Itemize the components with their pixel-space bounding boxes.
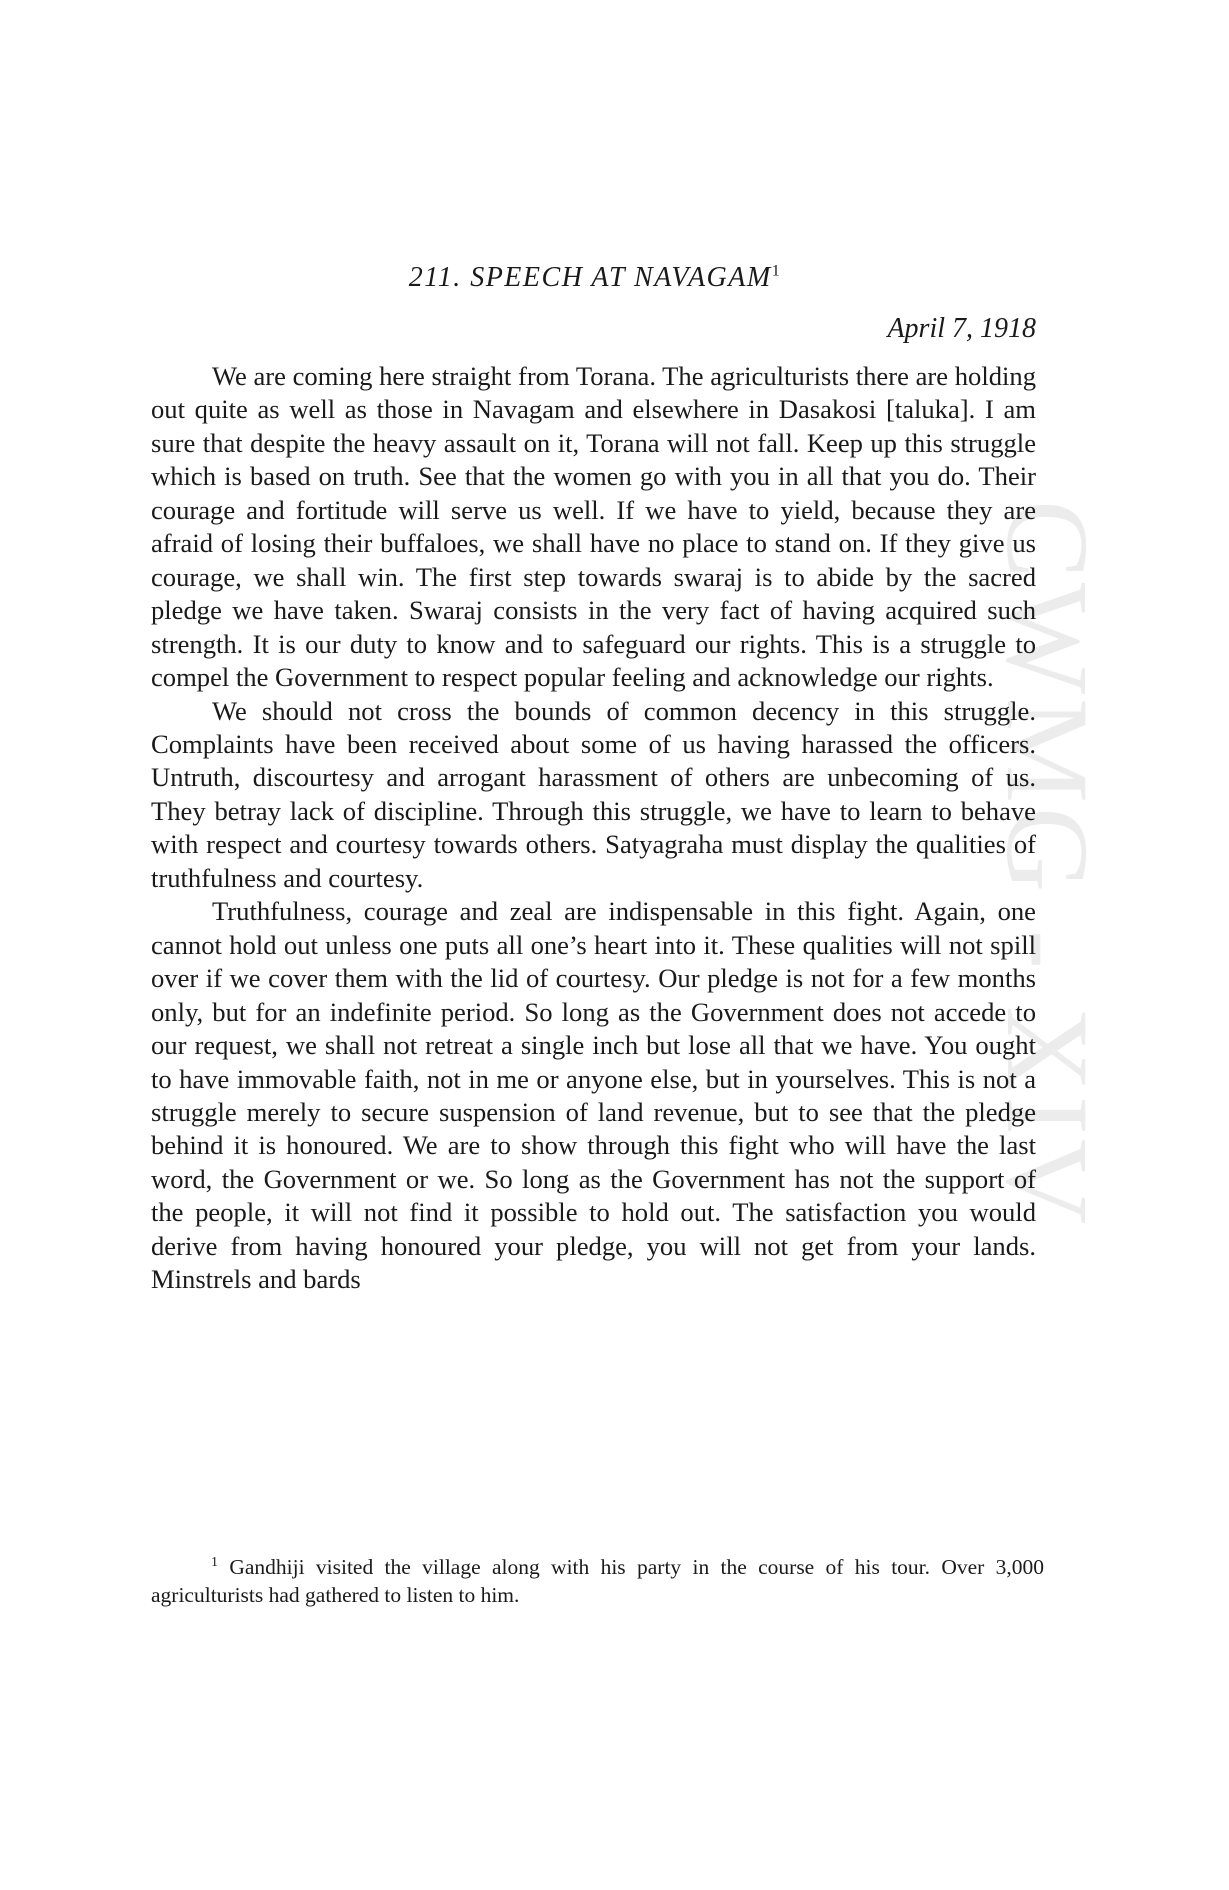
speech-date: April 7, 1918 <box>887 313 1036 344</box>
watermark-text: CWMG - XIV <box>982 500 1113 1229</box>
footnotes <box>151 1549 1044 1609</box>
paragraph-2: We should not cross the bounds of common decency in this struggle. Complaints have been received about some of us having harassed the officers. Untruth, discourtesy and arrogant harassment of others are unbecoming of us. They betray lack of discipline. Through this struggle, we have to learn to behave with respect and courtesy towards others. Satyagraha must display the qualities of truthfulness and courtesy. <box>151 695 1036 893</box>
footnote-text: Gandhiji visited the village along with his party in the course of his tour. Over 3,000 agriculturists had gathered to listen to him. <box>151 1555 1045 1608</box>
title-footnote-mark: 1 <box>771 262 782 280</box>
paragraph-1: We are coming here straight from Torana. The agriculturists there are holding out quite as well as those in Navagam and elsewhere in Dasakosi [taluka]. I am sure that despite the heavy assault on it, Torana will not fall. Keep up this struggle which is based on truth. See that the women go with you in all that you do. Their courage and fortitude will serve us well. If we have to yield, because they are afraid of losing their buffaloes, we shall have no place to stand on. If they give us courage, we shall win. The first step towards swaraj is to abide by the sacred pledge we have taken. Swaraj consists in the very fact of having acquired such strength. It is our duty to know and to safeguard our rights. This is a struggle to compel the Government to respect popular feeling and acknowledge our rights. <box>151 361 1036 693</box>
section-title-text: 211. SPEECH AT NAVAGAM <box>408 262 772 293</box>
body-text <box>151 360 1036 1297</box>
section-title <box>150 262 1040 294</box>
footnote-mark: 1 <box>211 1555 218 1570</box>
footnote-1 <box>151 1549 1044 1609</box>
paragraph-3: Truthfulness, courage and zeal are indispensable in this fight. Again, one cannot hold out unless one puts all one’s heart into it. These qualities will not spill over if we cover them with the lid of courtesy. Our pledge is not for a few months only, but for an indefinite period. So long as the Government does not accede to our request, we shall not retreat a single inch but lose all that we have. You ought to have immovable faith, not in me or anyone else, but in yourselves. This is not a struggle merely to secure suspension of land revenue, but to see that the pledge behind it is honoured. We are to show through this fight who will have the last word, the Government or we. So long as the Government has not the support of the people, it will not find it possible to hold out. The satisfaction you would derive from having honoured your pledge, you will not get from your lands. Minstrels and bards <box>151 896 1036 1295</box>
